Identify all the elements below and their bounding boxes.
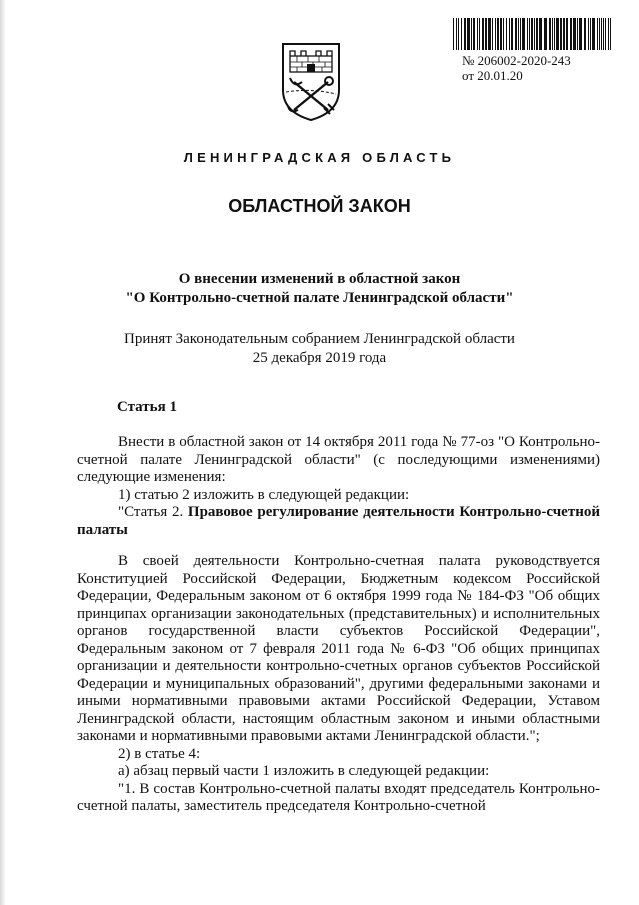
adoption-line: Принят Законодательным собранием Ленинградской области bbox=[124, 331, 515, 347]
paragraph: В своей деятельности Контрольно-счетная палата руководствуется Конституцией Российской Федерации, Бюджетным кодексом Российской Федерации, Федеральным законом от 6 октября 1999 года № 184-ФЗ "Об общих принципах организации законодательных (представительных) и исполнительных органов государственной власти субъектов Российской Федерации", Федеральным законом от 7 февраля 2011 года № 6-ФЗ "Об общих принципах организации и деятельности контрольно-счетных органов субъектов Российской Федерации и муниципальных образований", другими федеральными законами и иными нормативными правовыми актами Российской Федерации, Уставом Ленинградской области, настоящим областным законом и иными областными законами и нормативными правовыми актами Ленинградской области."; bbox=[77, 553, 600, 744]
registration-stamp bbox=[462, 53, 571, 83]
barcode-icon bbox=[453, 18, 611, 50]
article2-title: Правовое регулирование деятельности Контрольно-счетной палаты bbox=[77, 504, 600, 538]
article-text bbox=[77, 553, 600, 816]
scan-edge bbox=[0, 0, 6, 905]
adoption-note bbox=[0, 330, 639, 368]
article-text bbox=[77, 434, 600, 539]
paragraph: Внести в областной закон от 14 октября 2011 года № 77-оз "О Контрольно-счетной палате Ленинградской области" (с последующими изменениями) следующие изменения: bbox=[77, 434, 600, 485]
region-heading: ЛЕНИНГРАДСКАЯ ОБЛАСТЬ bbox=[183, 150, 456, 165]
article2-heading-paragraph bbox=[77, 504, 600, 539]
law-kind-heading: ОБЛАСТНОЙ ЗАКОН bbox=[228, 196, 411, 216]
law-title-line: О внесении изменений в областной закон bbox=[178, 271, 461, 287]
article2-prefix: "Статья 2. bbox=[118, 504, 184, 520]
law-title-line: "О Контрольно-счетной палате Ленинградской области" bbox=[125, 290, 514, 306]
article-heading: Статья 1 bbox=[117, 399, 177, 415]
law-title bbox=[0, 270, 639, 308]
paragraph: "1. В состав Контрольно-счетной палаты входят председатель Контрольно-счетной палаты, заместитель председателя Контрольно-счетной bbox=[77, 780, 600, 814]
paragraph: 2) в статье 4: bbox=[118, 745, 201, 762]
registration-date: от 20.01.20 bbox=[462, 68, 523, 83]
registration-number: № 206002-2020-243 bbox=[462, 53, 571, 68]
paragraph: 1) статью 2 изложить в следующей редакции: bbox=[118, 486, 410, 503]
adoption-date: 25 декабря 2019 года bbox=[252, 350, 387, 366]
paragraph: а) абзац первый части 1 изложить в следующей редакции: bbox=[118, 763, 490, 779]
coat-of-arms-icon bbox=[280, 42, 342, 122]
